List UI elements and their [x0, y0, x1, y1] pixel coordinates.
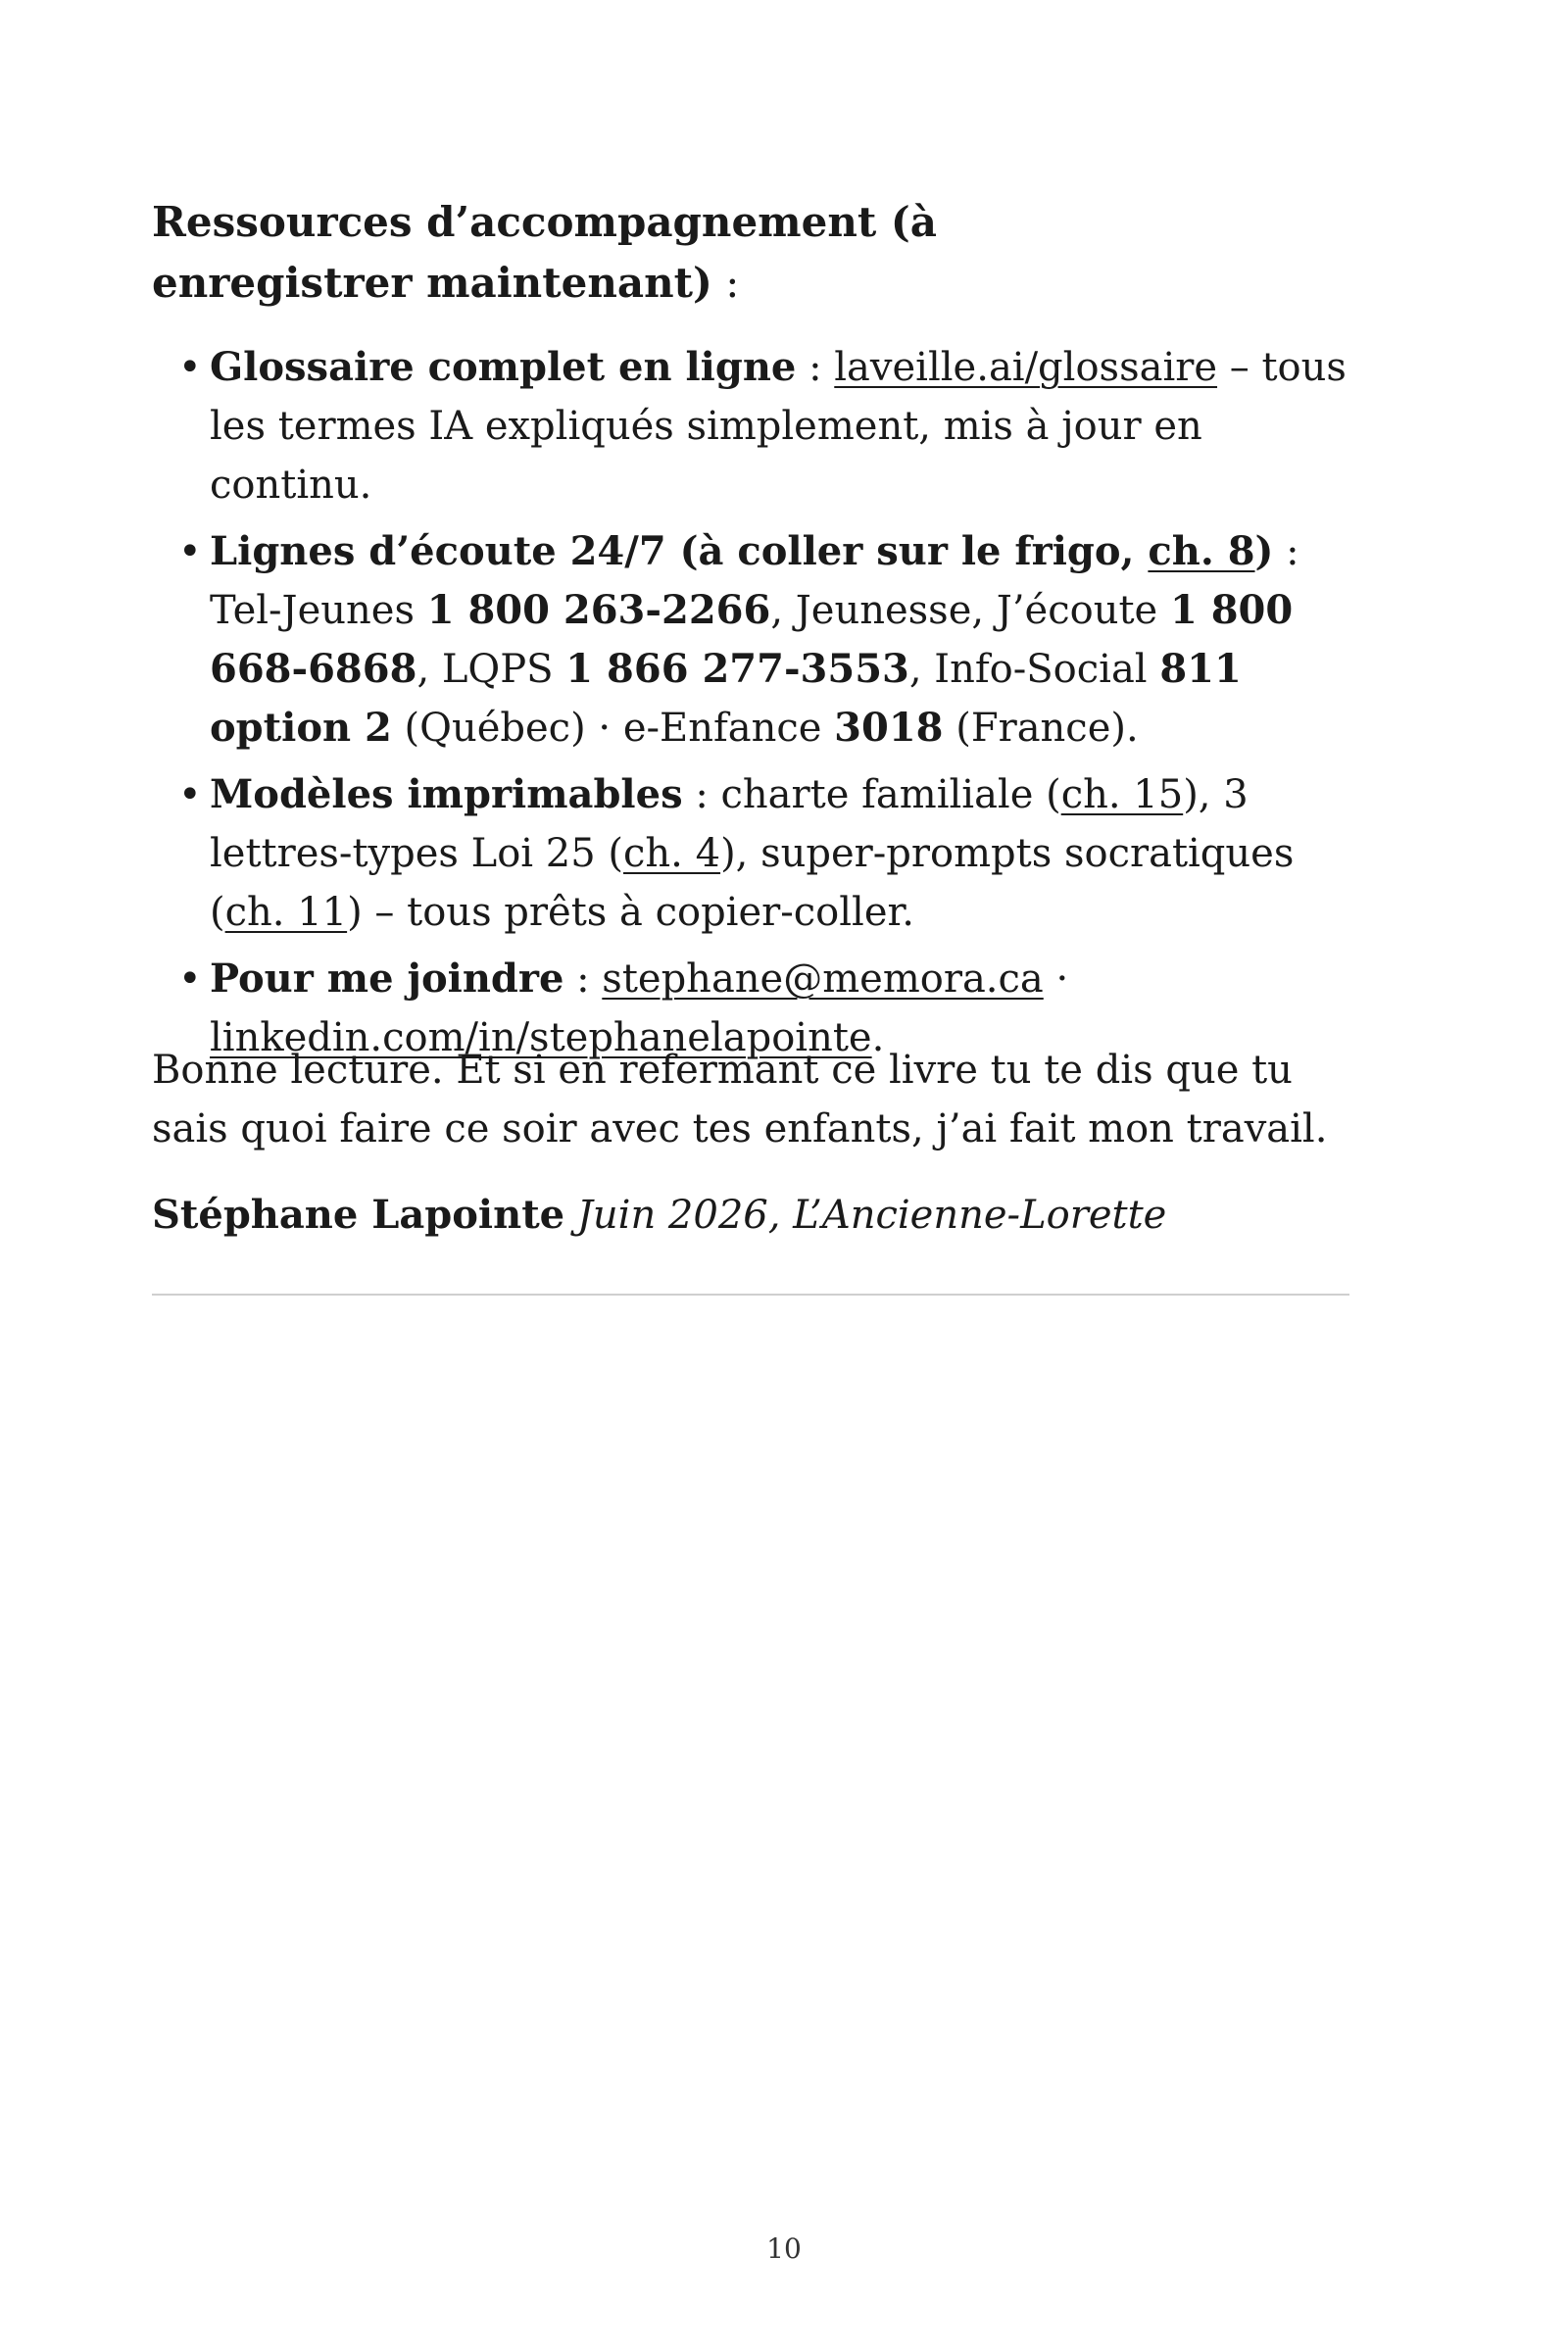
divider: [152, 1294, 1349, 1296]
section-heading: [152, 192, 1191, 314]
linkedin-link[interactable]: linkedin.com/in/stephanelapointe: [210, 1015, 872, 1060]
author-name: Stéphane Lapointe: [152, 1192, 565, 1238]
resource-list: [178, 338, 1369, 1075]
bullet: •: [178, 529, 202, 574]
list-item-helplines: [178, 522, 1369, 758]
helplines-text-6: (France).: [943, 706, 1139, 751]
bullet: •: [178, 345, 202, 390]
chapter-15-link[interactable]: ch. 15: [1060, 772, 1184, 817]
templates-text-4: ) – tous prêts à copier-coller.: [347, 890, 914, 935]
templates-text-3: ), super-prompts socratiques (: [210, 831, 1295, 935]
tel-jeunes-number: 1 800 263-2266: [426, 587, 771, 633]
contact-mid: ·: [1043, 956, 1069, 1002]
e-enfance-number: 3018: [834, 705, 944, 751]
lqps-number: 1 866 277-3553: [565, 646, 909, 692]
contact-end: .: [871, 1015, 885, 1060]
section-heading-colon: :: [711, 259, 740, 307]
chapter-4-link[interactable]: ch. 4: [623, 831, 721, 876]
glossary-desc: – tous les termes IA expliqués simplement, mis à jour en continu.: [210, 345, 1347, 508]
helplines-title: [210, 528, 1273, 574]
glossary-title: Glossaire complet en ligne: [210, 344, 797, 390]
helplines-text-4: , Info-Social: [908, 647, 1160, 692]
chapter-11-link[interactable]: ch. 11: [224, 890, 348, 935]
helplines-text-2: , Jeunesse, J’écoute: [770, 588, 1170, 633]
glossary-link[interactable]: laveille.ai/glossaire: [834, 345, 1218, 390]
bullet: •: [178, 956, 202, 1002]
helplines-text-5: (Québec) · e-Enfance: [391, 706, 835, 751]
contact-title: Pour me joindre: [210, 956, 564, 1002]
helplines-title-part2: ): [1254, 528, 1274, 574]
helplines-text-1: : Tel-Jeunes: [210, 529, 1299, 633]
helplines-text-3: , LQPS: [416, 647, 566, 692]
info-social-number: 811 option 2: [210, 646, 1242, 751]
list-item-templates: [178, 765, 1369, 942]
page-number: 10: [766, 2232, 802, 2265]
contact-sep: :: [564, 956, 603, 1002]
templates-text-1: : charte familiale (: [682, 772, 1061, 817]
bullet: •: [178, 772, 202, 817]
templates-text-2: ), 3 lettres-types Loi 25 (: [210, 772, 1249, 876]
templates-title: Modèles imprimables: [210, 771, 683, 817]
list-item-glossary: [178, 338, 1369, 514]
glossary-sep: :: [796, 345, 835, 390]
date-place: Juin 2026, L’Ancienne-Lorette: [576, 1193, 1167, 1238]
closing-paragraph: Bonne lecture. Et si en refermant ce livre tu te dis que tu sais quoi faire ce soir avec tes enfants, j’ai fait mon travail.: [152, 1048, 1328, 1152]
section-heading-text: Ressources d’accompagnement (à enregistrer maintenant): [152, 198, 937, 307]
chapter-8-link[interactable]: ch. 8: [1148, 528, 1255, 574]
jeunesse-jecoute-number: 1 800 668-6868: [210, 587, 1294, 692]
helplines-title-part1: Lignes d’écoute 24/7 (à coller sur le frigo,: [210, 528, 1149, 574]
signature: [152, 1186, 1357, 1245]
email-link[interactable]: stephane@memora.ca: [602, 956, 1044, 1002]
